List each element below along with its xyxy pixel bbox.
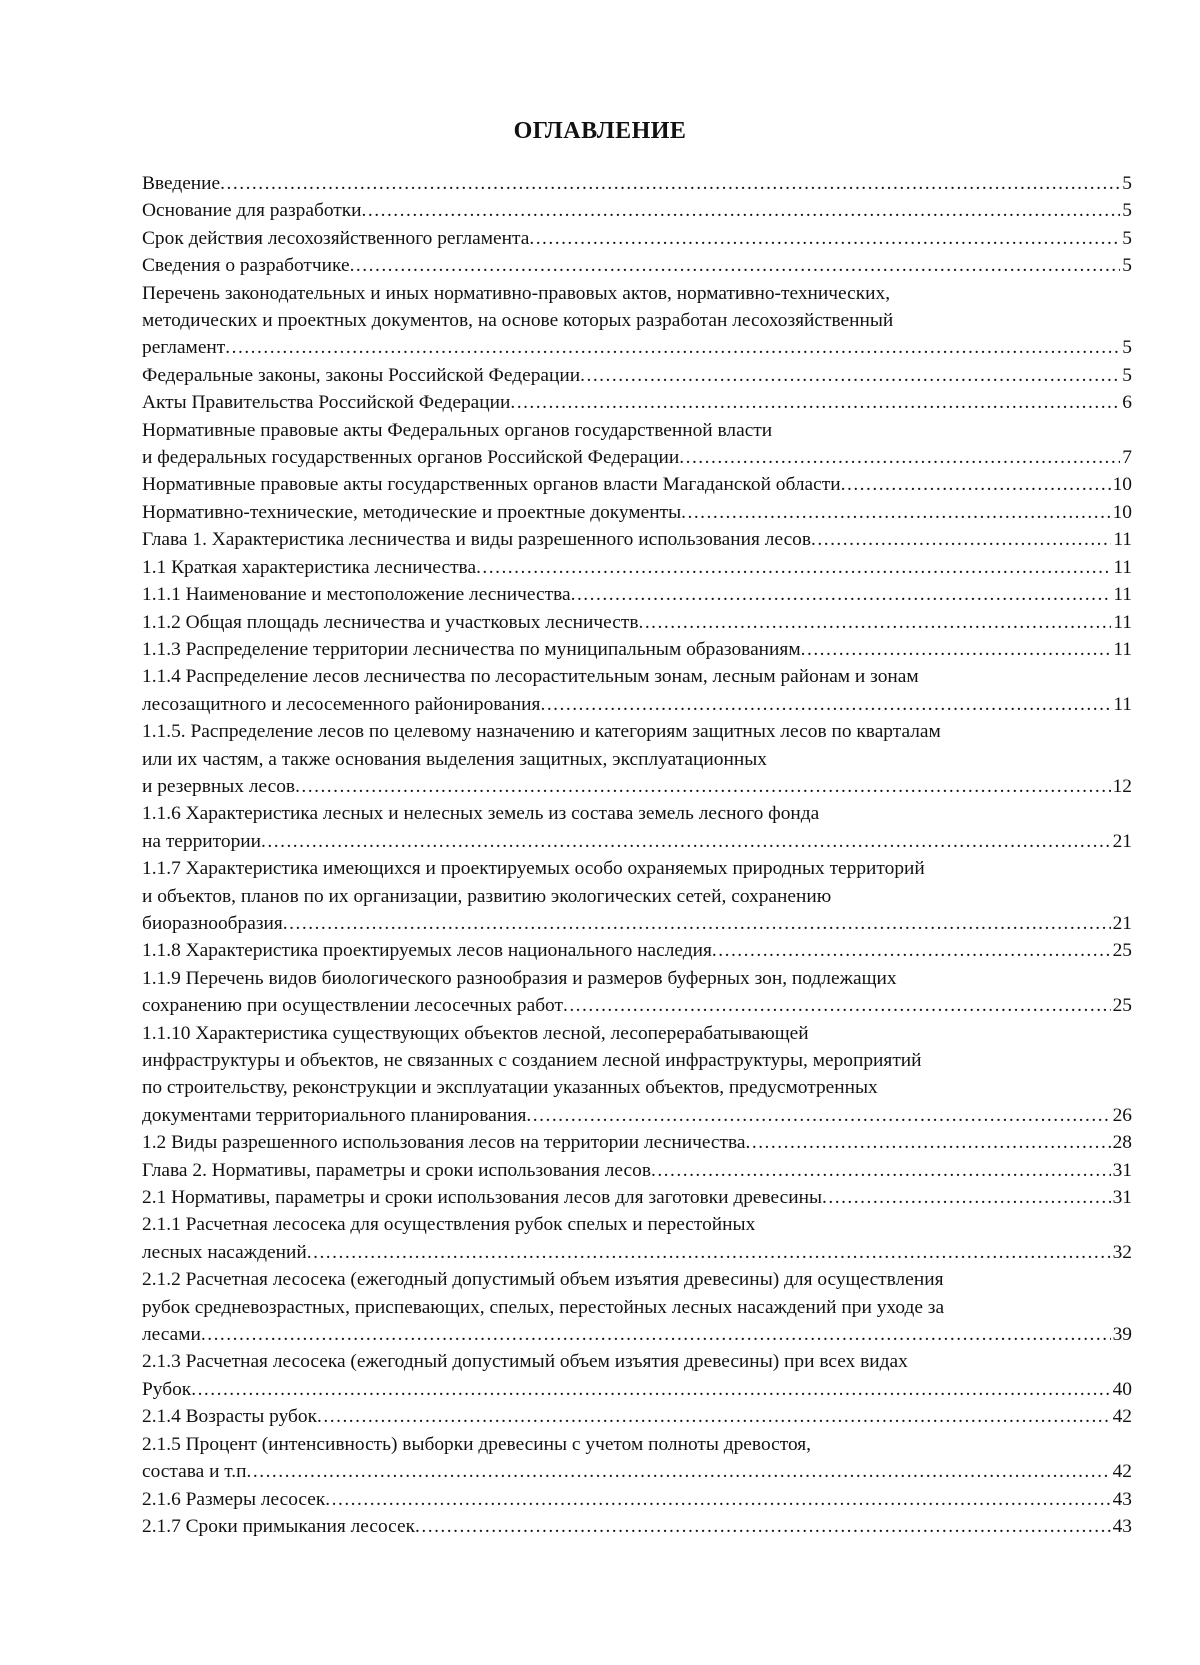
toc-page-number: 12 (1112, 775, 1132, 797)
toc-page-number: 40 (1112, 1378, 1132, 1400)
toc-entry-text: 1.1.2 Общая площадь лесничества и участковых лесничеств (142, 611, 639, 633)
toc-entry[interactable] (142, 1020, 1132, 1130)
toc-entry-last-line (142, 389, 1132, 416)
toc-entry-text: 2.1.2 Расчетная лесосека (ежегодный допустимый объем изъятия древесины) для осуществления (142, 1269, 944, 1291)
toc-entry-last-line (142, 910, 1132, 937)
toc-entry-text: Перечень законодательных и иных нормативно-правовых актов, нормативно-технических, (142, 282, 891, 304)
toc-entry[interactable] (142, 417, 1132, 472)
dot-leader (811, 526, 1111, 553)
toc-entry[interactable] (142, 280, 1132, 362)
toc-page-number: 11 (1113, 556, 1132, 578)
toc-page-number: 11 (1113, 611, 1132, 633)
toc-page-number: 11 (1113, 529, 1132, 551)
toc-entry-last-line (142, 197, 1132, 224)
toc-entry-text: Основание для разработки (142, 200, 362, 222)
toc-entry-text: 2.1.1 Расчетная лесосека для осуществления рубок спелых и перестойных (142, 1214, 756, 1236)
toc-entry-last-line (142, 334, 1132, 361)
toc-entry-last-line (142, 1321, 1132, 1348)
toc-entry-text: Нормативные правовые акты Федеральных органов государственной власти (142, 419, 773, 441)
toc-entry-last-line (142, 1184, 1132, 1211)
toc-entry-text: 2.1.6 Размеры лесосек (142, 1488, 326, 1510)
toc-entry[interactable] (142, 1266, 1132, 1348)
toc-entry[interactable] (142, 718, 1132, 800)
dot-leader (191, 1376, 1110, 1403)
toc-entry-text: Рубок (142, 1378, 192, 1400)
dot-leader (841, 471, 1111, 498)
toc-entry-last-line (142, 444, 1132, 471)
toc-page-number: 31 (1112, 1159, 1132, 1181)
toc-entry-text: 2.1.7 Сроки примыкания лесосек (142, 1515, 416, 1537)
toc-entry[interactable] (142, 937, 1132, 964)
toc-page-number: 5 (1122, 255, 1132, 277)
toc-entry-last-line (142, 1458, 1132, 1485)
toc-entry-text: Глава 1. Характеристика лесничества и виды разрешенного использования лесов (142, 529, 812, 551)
toc-entry[interactable] (142, 1129, 1132, 1156)
toc-entry-last-line (142, 170, 1132, 197)
toc-entry-text: лесозащитного и лесосеменного районирования (142, 693, 541, 715)
dot-leader (317, 1403, 1111, 1430)
toc-page-number: 6 (1122, 392, 1132, 414)
dot-leader (638, 609, 1111, 636)
toc-entry-last-line (142, 362, 1132, 389)
toc-entry-last-line (142, 1129, 1132, 1156)
toc-entry[interactable] (142, 554, 1132, 581)
toc-entry-text: 2.1 Нормативы, параметры и сроки использования лесов для заготовки древесины (142, 1187, 823, 1209)
toc-page-number: 5 (1122, 227, 1132, 249)
toc-entry-text: инфраструктуры и объектов, не связанных с созданием лесной инфраструктуры, мероприятий (142, 1050, 922, 1071)
toc-entry-last-line (142, 1157, 1132, 1184)
toc-entry[interactable] (142, 800, 1132, 855)
toc-entry-text: 1.1.10 Характеристика существующих объектов лесной, лесоперерабатывающей (142, 1022, 809, 1044)
toc-entry-text: и резервных лесов (142, 775, 296, 797)
toc-entry[interactable] (142, 252, 1132, 279)
toc-entry-text: сохранению при осуществлении лесосечных работ (142, 995, 563, 1017)
toc-entry-text: Введение (142, 173, 221, 194)
dot-leader (510, 389, 1120, 416)
toc-entry-text: лесных насаждений (142, 1241, 307, 1263)
toc-entry[interactable] (142, 389, 1132, 416)
table-of-contents (142, 170, 1132, 1540)
dot-leader (681, 499, 1110, 526)
dot-leader (563, 992, 1111, 1019)
dot-leader (201, 1321, 1111, 1348)
dot-leader (571, 581, 1112, 608)
toc-page-number: 11 (1113, 638, 1132, 660)
toc-entry-last-line (142, 1403, 1132, 1430)
dot-leader (295, 773, 1111, 800)
toc-entry[interactable] (142, 1513, 1132, 1540)
dot-leader (529, 225, 1120, 252)
dot-leader (307, 1239, 1111, 1266)
toc-entry-last-line (142, 1102, 1132, 1129)
toc-entry[interactable] (142, 197, 1132, 224)
toc-entry-text: Срок действия лесохозяйственного регламента (142, 227, 530, 249)
toc-page-number: 11 (1113, 693, 1132, 715)
toc-entry[interactable] (142, 1211, 1132, 1266)
toc-entry-text: 1.1 Краткая характеристика лесничества (142, 556, 477, 578)
toc-entry-text: Федеральные законы, законы Российской Федерации (142, 364, 581, 386)
toc-entry-text: и объектов, планов по их организации, развитию экологических сетей, сохранению (142, 885, 832, 907)
toc-entry-last-line (142, 526, 1132, 553)
dot-leader (822, 1184, 1111, 1211)
toc-entry[interactable] (142, 362, 1132, 389)
toc-page-number: 5 (1122, 364, 1132, 386)
toc-entry-text: рубок средневозрастных, приспевающих, спелых, перестойных лесных насаждений при уходе за (142, 1296, 945, 1318)
toc-entry-last-line (142, 773, 1132, 800)
toc-entry-text: лесами (142, 1324, 201, 1346)
dot-leader (325, 1486, 1110, 1513)
toc-page-number: 5 (1122, 200, 1132, 222)
toc-entry[interactable] (142, 526, 1132, 553)
toc-entry[interactable] (142, 1184, 1132, 1211)
toc-entry-last-line (142, 554, 1132, 581)
toc-entry-text: Глава 2. Нормативы, параметры и сроки использования лесов (142, 1159, 651, 1181)
toc-entry-last-line (142, 1239, 1132, 1266)
dot-leader (261, 828, 1111, 855)
toc-entry-text: методических и проектных документов, на основе которых разработан лесохозяйственный (142, 310, 894, 332)
toc-entry-text: 1.1.4 Распределение лесов лесничества по лесорастительным зонам, лесным районам и зонам (142, 666, 919, 688)
toc-entry-text: 1.1.5. Распределение лесов по целевому назначению и категориям защитных лесов по кварталам (142, 721, 941, 743)
toc-entry-last-line (142, 252, 1132, 279)
toc-entry-last-line (142, 937, 1132, 964)
toc-entry-text: Акты Правительства Российской Федерации (142, 392, 511, 414)
toc-entry[interactable] (142, 609, 1132, 636)
dot-leader (415, 1513, 1111, 1540)
dot-leader (526, 1102, 1110, 1129)
toc-entry[interactable] (142, 1486, 1132, 1513)
toc-page-number: 21 (1112, 912, 1132, 934)
toc-entry-text: и федеральных государственных органов Российской Федерации (142, 447, 680, 469)
toc-entry-text: или их частям, а также основания выделения защитных, эксплуатационных (142, 748, 767, 770)
toc-page-number: 28 (1112, 1132, 1132, 1154)
dot-leader (651, 1157, 1111, 1184)
dot-leader (746, 1129, 1111, 1156)
toc-entry-text: по строительству, реконструкции и эксплуатации указанных объектов, предусмотренных (142, 1077, 878, 1099)
toc-entry-text: 1.1.9 Перечень видов биологического разнообразия и размеров буферных зон, подлежащих (142, 967, 897, 989)
toc-entry-last-line (142, 471, 1132, 498)
toc-entry-text: Нормативно-технические, методические и проектные документы (142, 501, 682, 523)
toc-entry-text: 1.1.8 Характеристика проектируемых лесов национального наследия (142, 940, 712, 962)
toc-entry-text: 1.1.3 Распределение территории лесничества по муниципальным образованиям (142, 638, 801, 660)
dot-leader (476, 554, 1111, 581)
toc-entry-last-line (142, 581, 1132, 608)
toc-page-number: 10 (1112, 501, 1132, 523)
toc-entry[interactable] (142, 855, 1132, 937)
toc-entry-text: документами территориального планирования (142, 1104, 527, 1126)
toc-page-number: 10 (1112, 474, 1132, 496)
toc-page-number: 42 (1112, 1461, 1132, 1483)
toc-entry[interactable] (142, 225, 1132, 252)
toc-entry-last-line (142, 1486, 1132, 1513)
dot-leader (220, 170, 1120, 197)
toc-page-number: 42 (1112, 1406, 1132, 1428)
toc-page-number: 32 (1112, 1241, 1132, 1263)
toc-page-number: 43 (1112, 1515, 1132, 1537)
toc-page-number: 25 (1112, 940, 1132, 962)
toc-page-number: 25 (1112, 995, 1132, 1017)
dot-leader (540, 691, 1111, 718)
toc-page-number: 26 (1112, 1104, 1132, 1126)
toc-page-number: 11 (1113, 584, 1132, 606)
toc-entry[interactable] (142, 663, 1132, 718)
toc-entry-text: 2.1.3 Расчетная лесосека (ежегодный допустимый объем изъятия древесины) при всех видах (142, 1351, 908, 1373)
toc-entry-last-line (142, 609, 1132, 636)
toc-page-number: 21 (1112, 830, 1132, 852)
toc-entry-text: 1.1.6 Характеристика лесных и нелесных земель из состава земель лесного фонда (142, 803, 820, 825)
toc-entry-last-line (142, 828, 1132, 855)
toc-entry-last-line (142, 992, 1132, 1019)
toc-entry-last-line (142, 225, 1132, 252)
dot-leader (580, 362, 1120, 389)
toc-entry[interactable] (142, 471, 1132, 498)
toc-entry[interactable] (142, 1348, 1132, 1403)
toc-page-number: 7 (1122, 447, 1132, 469)
dot-leader (362, 197, 1121, 224)
toc-entry-last-line (142, 691, 1132, 718)
toc-page-number: 43 (1112, 1488, 1132, 1510)
dot-leader (801, 636, 1112, 663)
toc-entry-text: 2.1.4 Возрасты рубок (142, 1406, 318, 1428)
toc-page-number: 39 (1112, 1324, 1132, 1346)
toc-entry[interactable] (142, 636, 1132, 663)
toc-entry-text: регламент (142, 337, 226, 359)
toc-entry[interactable] (142, 581, 1132, 608)
toc-entry-last-line (142, 499, 1132, 526)
toc-entry[interactable] (142, 170, 1132, 197)
toc-entry-text: 1.1.7 Характеристика имеющихся и проектируемых особо охраняемых природных территорий (142, 858, 925, 880)
dot-leader (247, 1458, 1111, 1485)
toc-page-number: 5 (1122, 337, 1132, 359)
toc-entry-text: биоразнообразия (142, 912, 283, 934)
toc-entry-text: 1.2 Виды разрешенного использования лесов на территории лесничества (142, 1132, 746, 1154)
dot-leader (225, 334, 1120, 361)
dot-leader (679, 444, 1120, 471)
toc-entry-text: состава и т.п (142, 1461, 247, 1483)
dot-leader (283, 910, 1111, 937)
toc-entry-text: на территории (142, 830, 262, 852)
toc-entry[interactable] (142, 1157, 1132, 1184)
toc-entry-text: Нормативные правовые акты государственных органов власти Магаданской области (142, 474, 841, 496)
toc-entry-text: 2.1.5 Процент (интенсивность) выборки древесины с учетом полноты древостоя, (142, 1433, 812, 1455)
toc-page-number: 31 (1112, 1187, 1132, 1209)
toc-entry[interactable] (142, 499, 1132, 526)
toc-entry[interactable] (142, 1403, 1132, 1430)
toc-entry-text: Сведения о разработчике (142, 255, 350, 277)
toc-entry[interactable] (142, 965, 1132, 1020)
toc-entry-text: 1.1.1 Наименование и местоположение лесничества (142, 584, 571, 606)
toc-page-number: 5 (1122, 173, 1132, 194)
dot-leader (350, 252, 1121, 279)
toc-entry-last-line (142, 1376, 1132, 1403)
page-title: ОГЛАВЛЕНИЕ (513, 118, 687, 144)
toc-entry-last-line (142, 636, 1132, 663)
dot-leader (712, 937, 1111, 964)
toc-entry[interactable] (142, 1431, 1132, 1486)
toc-entry-last-line (142, 1513, 1132, 1540)
